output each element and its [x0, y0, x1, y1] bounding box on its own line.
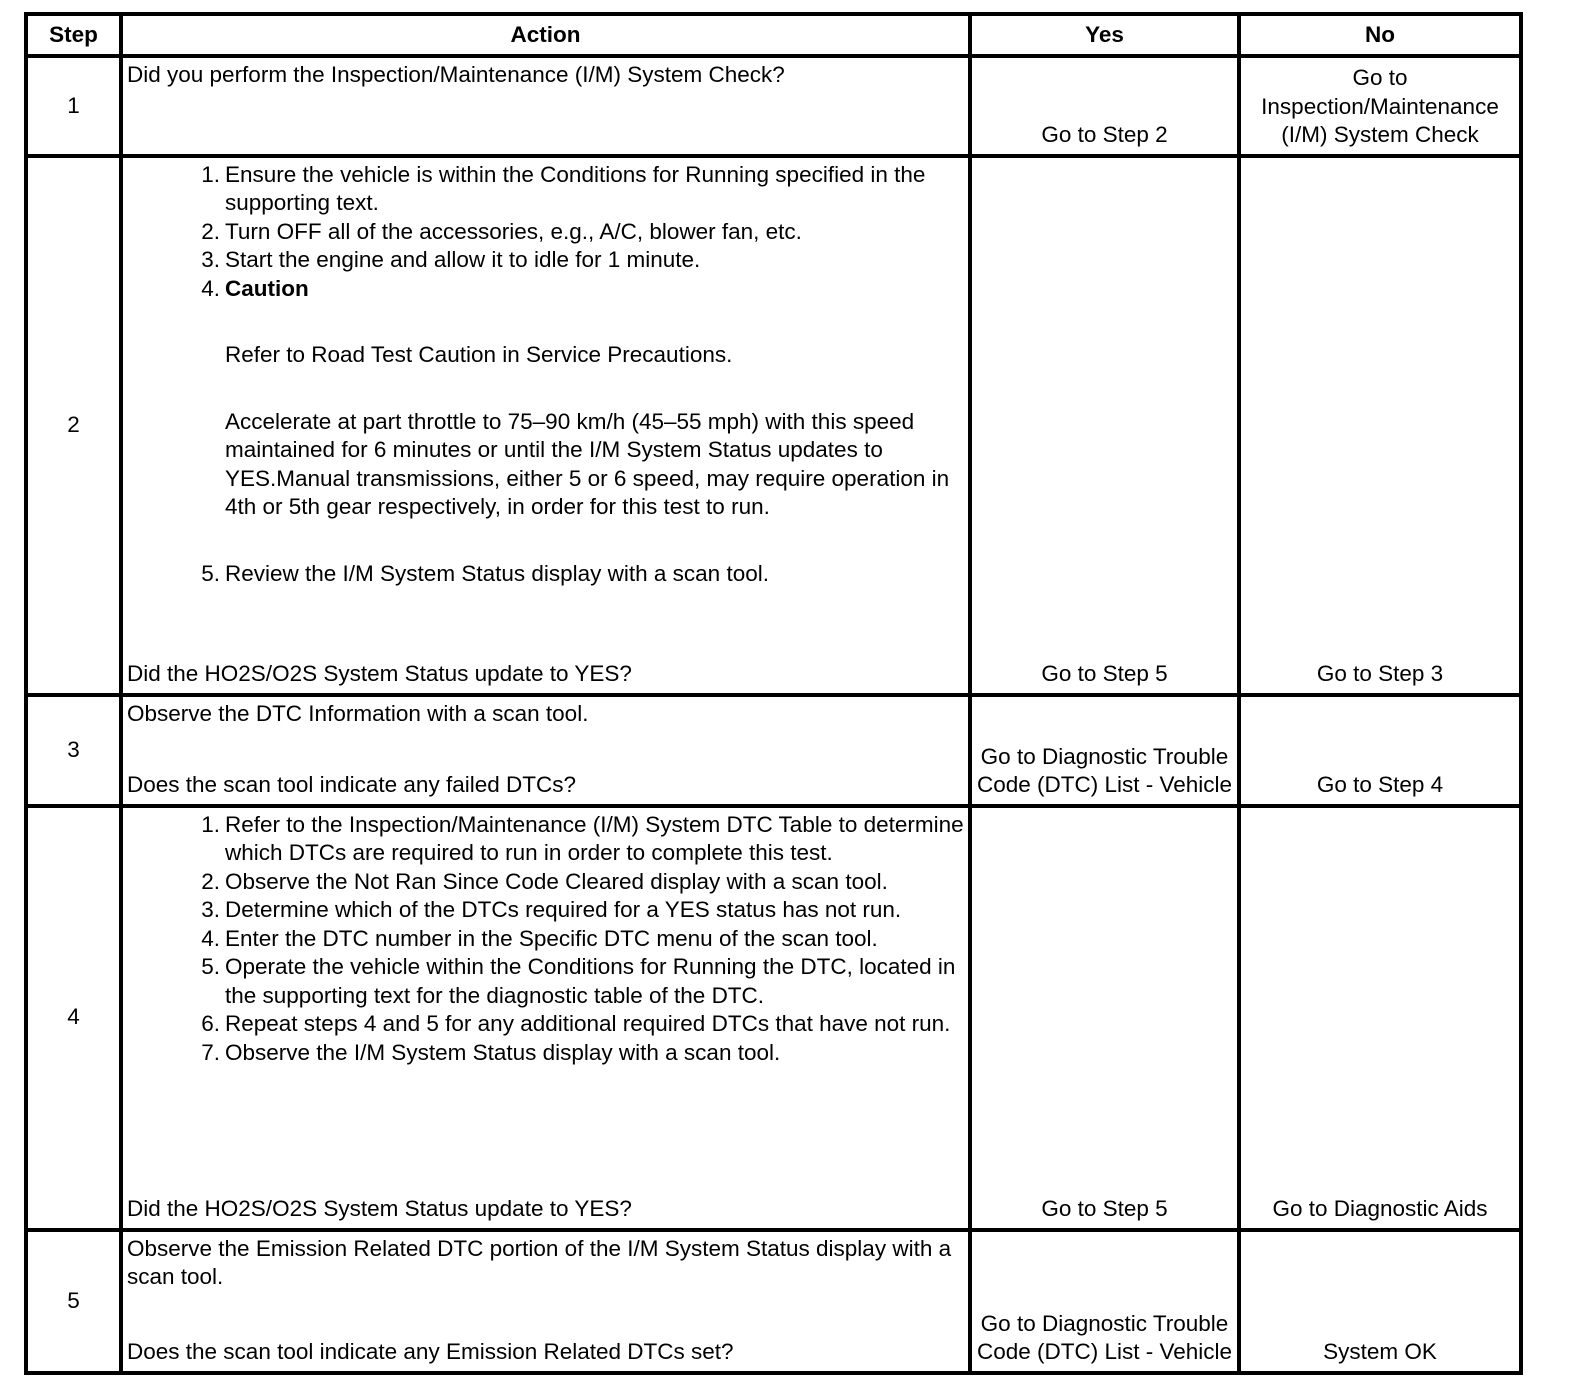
yes-link[interactable]: Go to Diagnostic Trouble Code (DTC) List - Vehicle: [970, 1230, 1239, 1373]
list-item: 3. Determine which of the DTCs required for a YES status has not run.: [201, 897, 902, 922]
action-cell: [121, 156, 970, 695]
header-action: Action: [121, 14, 970, 56]
step-text: Accelerate at part throttle to 75–90 km/h (45–55 mph) with this speed maintained for 6 minutes or until the I/M System Status updates to YES.Manual transmissions, either 5 or 6 speed, may require operation in 4th or 5th gear respectively, in order for this test to run.: [225, 408, 950, 519]
list-item: 4. Enter the DTC number in the Specific DTC menu of the scan tool.: [201, 925, 878, 951]
caution-text: Refer to Road Test Caution in Service Precautions.: [225, 342, 733, 367]
table-row: [26, 56, 1521, 156]
header-row: [26, 14, 1521, 56]
list-item: 1. Refer to the Inspection/Maintenance (I/M) System DTC Table to determine which DTCs are required to run in order to complete this test.: [201, 811, 964, 865]
list-item: 3. Start the engine and allow it to idle for 1 minute.: [201, 247, 701, 272]
action-question: Did you perform the Inspection/Maintenance (I/M) System Check?: [127, 62, 785, 87]
list-item: 5. Review the I/M System Status display with a scan tool.: [201, 560, 769, 586]
action-instruction: Observe the DTC Information with a scan tool.: [127, 700, 589, 726]
step-number: 4: [26, 806, 121, 1230]
table-row: [26, 156, 1521, 695]
caution-title: Caution: [225, 275, 309, 301]
action-question: Does the scan tool indicate any Emission Related DTCs set?: [127, 1339, 734, 1364]
action-cell: [121, 695, 970, 806]
step-number: 3: [26, 695, 121, 806]
header-no: No: [1239, 14, 1521, 56]
step-number: 5: [26, 1230, 121, 1373]
action-instruction: Observe the Emission Related DTC portion of the I/M System Status display with a scan tool.: [127, 1235, 952, 1289]
action-question: Did the HO2S/O2S System Status update to YES?: [127, 1196, 632, 1221]
list-item: 2. Observe the Not Ran Since Code Cleared display with a scan tool.: [201, 868, 888, 894]
action-cell: [121, 806, 970, 1230]
list-item: 6. Repeat steps 4 and 5 for any additional required DTCs that have not run.: [201, 1011, 951, 1036]
list-item: 4. Caution Refer to Road Test Caution in Service Precautions. Accelerate at part throttle to 75–90 km/h (45–55 mph) with this speed maintained for 6 minutes or until the I/M System Status updates to YES.Manual transmissions, either 5 or 6 speed, may require operation in 4th or 5th gear respectively, in order for this test to run.: [127, 275, 964, 522]
table-row: [26, 806, 1521, 1230]
action-cell: [121, 56, 970, 156]
yes-link[interactable]: Go to Step 5: [970, 156, 1239, 695]
list-item: 7. Observe the I/M System Status display with a scan tool.: [201, 1039, 781, 1065]
header-yes: Yes: [970, 14, 1239, 56]
no-link[interactable]: Go to Inspection/Maintenance (I/M) System Check: [1239, 56, 1521, 156]
list-item: 5. Operate the vehicle within the Conditions for Running the DTC, located in the supporting text for the diagnostic table of the DTC.: [201, 954, 956, 1008]
table-row: [26, 695, 1521, 806]
table-row: [26, 1230, 1521, 1373]
list-item: 1. Ensure the vehicle is within the Conditions for Running specified in the supporting text.: [201, 161, 926, 215]
header-step: Step: [26, 14, 121, 56]
step-number: 2: [26, 156, 121, 695]
yes-link[interactable]: Go to Diagnostic Trouble Code (DTC) List - Vehicle: [970, 695, 1239, 806]
no-link[interactable]: Go to Step 4: [1239, 695, 1521, 806]
step-number: 1: [26, 56, 121, 156]
no-link[interactable]: System OK: [1239, 1230, 1521, 1373]
no-link[interactable]: Go to Diagnostic Aids: [1239, 806, 1521, 1230]
no-link[interactable]: Go to Step 3: [1239, 156, 1521, 695]
diagnostic-table: [24, 12, 1523, 1375]
list-item: 2. Turn OFF all of the accessories, e.g., A/C, blower fan, etc.: [201, 218, 802, 244]
yes-link[interactable]: Go to Step 2: [970, 56, 1239, 156]
yes-link[interactable]: Go to Step 5: [970, 806, 1239, 1230]
action-step-list: [127, 811, 964, 1068]
action-step-list: [127, 161, 964, 589]
action-cell: [121, 1230, 970, 1373]
action-question: Does the scan tool indicate any failed DTCs?: [127, 772, 576, 797]
action-question: Did the HO2S/O2S System Status update to YES?: [127, 661, 632, 686]
